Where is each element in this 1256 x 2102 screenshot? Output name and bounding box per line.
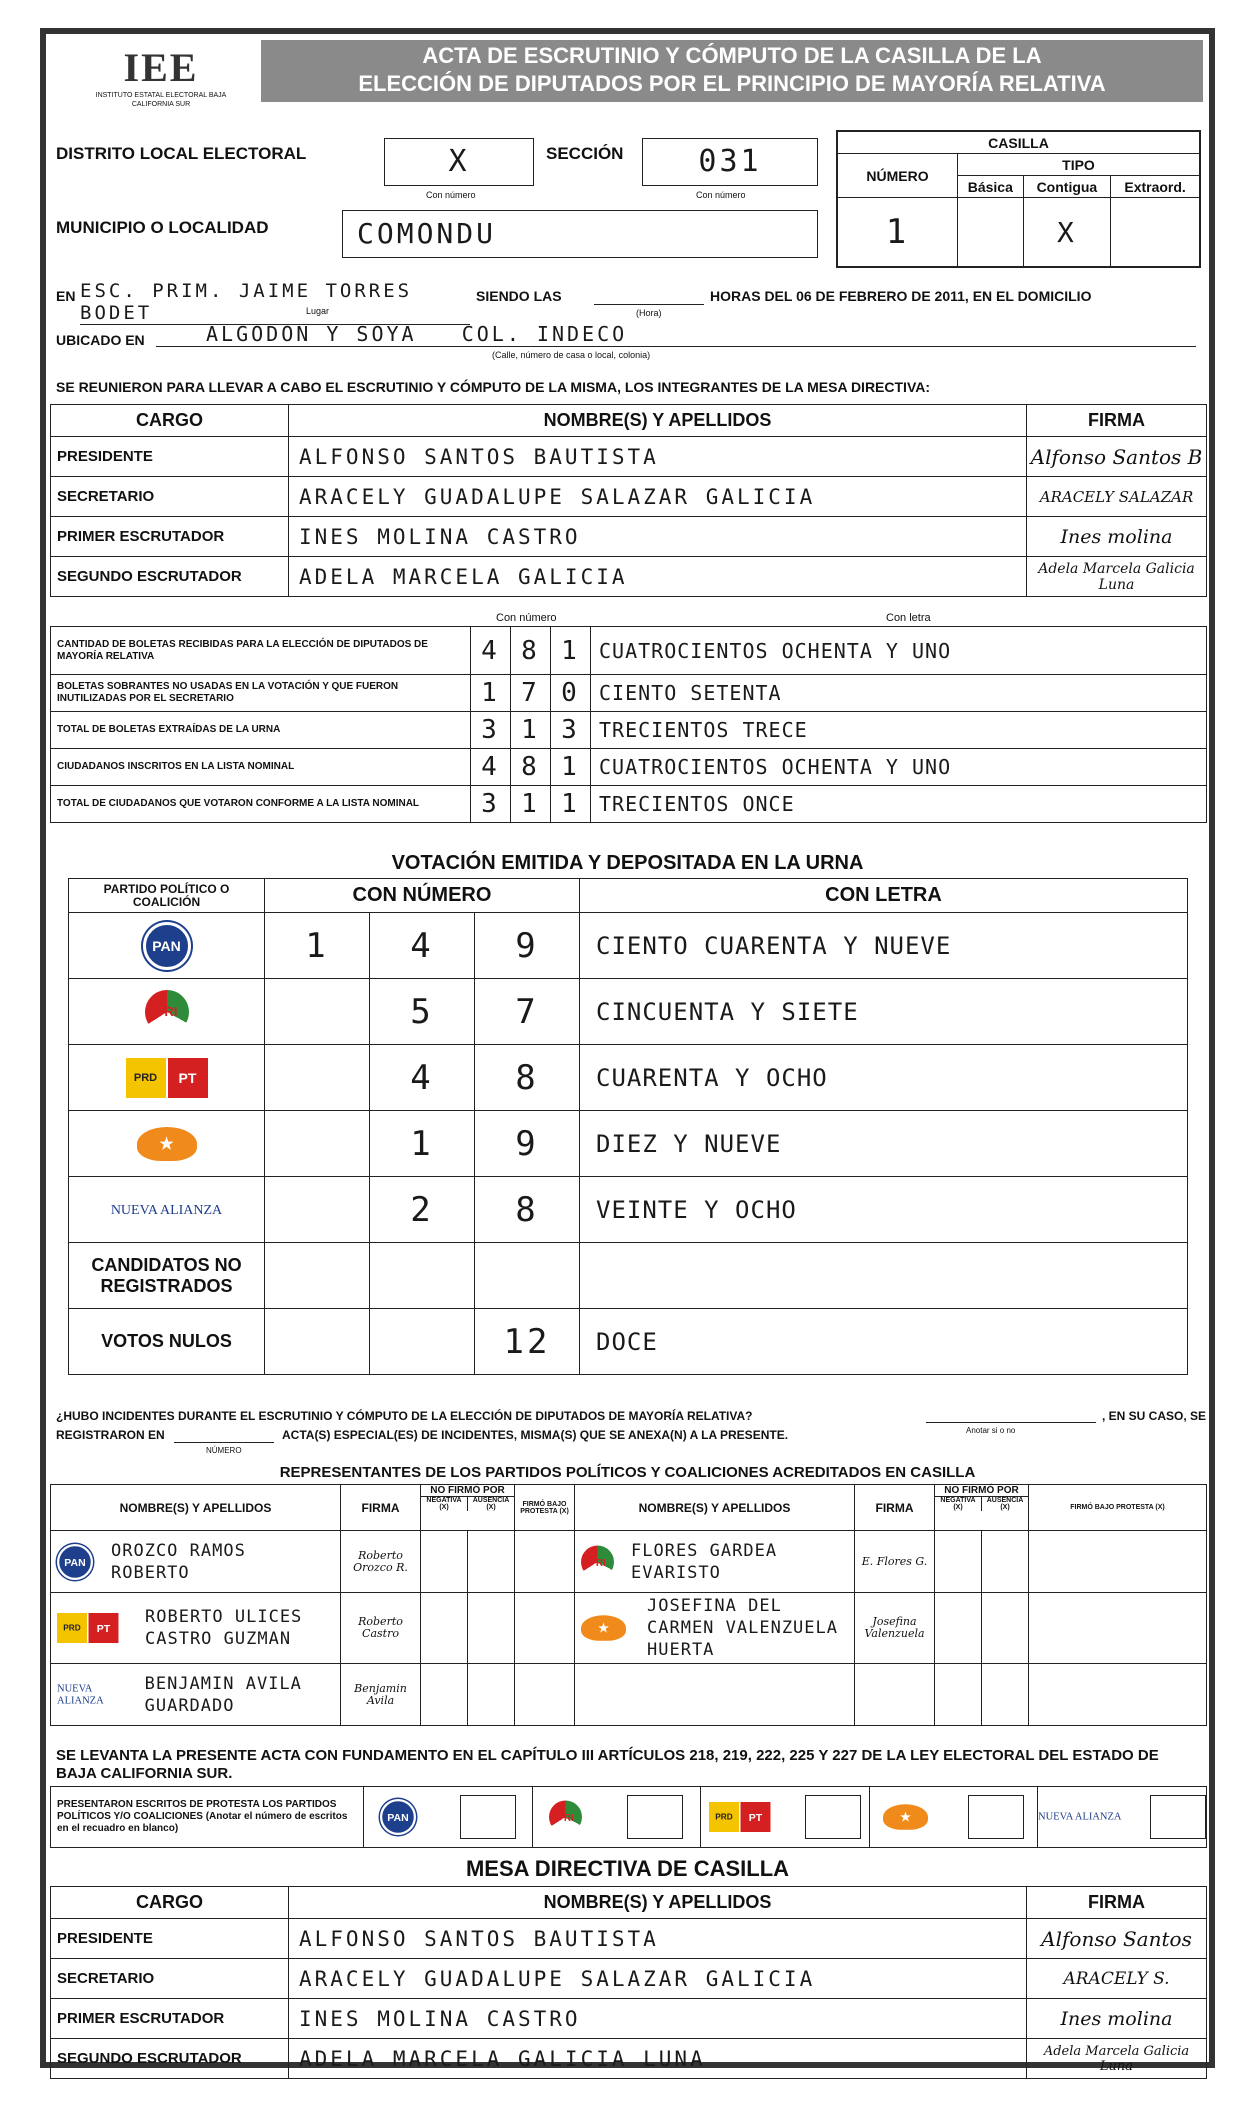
reps-bajo-header-2: FIRMÓ BAJO PROTESTA (X) bbox=[1029, 1485, 1207, 1531]
casilla-basica-cell[interactable] bbox=[958, 198, 1024, 267]
protest-row bbox=[50, 1786, 1207, 1848]
counts-table bbox=[50, 626, 1207, 823]
mesa-nombre[interactable]: ADELA MARCELA GALICIA bbox=[289, 557, 1027, 597]
vote-digit[interactable]: 8 bbox=[475, 1045, 580, 1111]
mesa-table bbox=[50, 404, 1207, 597]
prd-logo-icon: PRD bbox=[709, 1802, 739, 1832]
vote-digit[interactable] bbox=[265, 1045, 370, 1111]
rep-no-firmo-split bbox=[935, 1593, 1028, 1663]
rep-entry bbox=[57, 1538, 334, 1586]
hora-hint: (Hora) bbox=[636, 308, 662, 318]
protest-count-box[interactable] bbox=[968, 1795, 1024, 1839]
district-sub: Con número bbox=[426, 190, 476, 200]
iee-logo-text: IEE bbox=[123, 45, 199, 90]
party-logo bbox=[883, 1804, 928, 1830]
protest-party-cell bbox=[869, 1787, 1038, 1847]
count-digit[interactable]: 3 bbox=[471, 712, 511, 749]
legal-text: SE LEVANTA LA PRESENTE ACTA CON FUNDAMENTO EN EL CAPÍTULO III ARTÍCULOS 218, 219, 222, 225 Y 227 DE LA LEY ELECTORAL DEL ESTADO DE BAJA CALIFORNIA SUR. bbox=[56, 1747, 1159, 1782]
reps-ausencia-label: AUSENCIA (X) bbox=[472, 1497, 510, 1511]
party-logo bbox=[709, 1802, 771, 1832]
ubicado-label: UBICADO EN bbox=[56, 332, 145, 348]
count-digit[interactable]: 1 bbox=[511, 786, 551, 823]
rep-firma[interactable] bbox=[855, 1664, 935, 1726]
vote-digit[interactable] bbox=[265, 1309, 370, 1375]
reps-firma-header-2: FIRMA bbox=[855, 1485, 935, 1531]
vote-digit[interactable] bbox=[265, 1111, 370, 1177]
counts-let-header: Con letra bbox=[886, 612, 931, 624]
count-digit[interactable]: 3 bbox=[551, 712, 591, 749]
rep-negativa-cell[interactable] bbox=[421, 1531, 468, 1592]
mesa-firma[interactable]: Alfonso Santos B bbox=[1027, 437, 1207, 477]
votes-title: VOTACIÓN EMITIDA Y DEPOSITADA EN LA URNA bbox=[391, 852, 864, 874]
count-letra[interactable]: CIENTO SETENTA bbox=[591, 675, 1207, 712]
vote-letra[interactable]: CUARENTA Y OCHO bbox=[580, 1045, 1188, 1111]
count-row bbox=[51, 786, 1207, 823]
pt-logo-icon: PT bbox=[89, 1613, 119, 1643]
mesa2-nombre[interactable]: ADELA MARCELA GALICIA LUNA bbox=[289, 2039, 1027, 2079]
mesa-nombre[interactable]: ALFONSO SANTOS BAUTISTA bbox=[289, 437, 1027, 477]
rep-bajo-protesta[interactable] bbox=[515, 1531, 575, 1593]
votes-table bbox=[68, 878, 1188, 1375]
party-logo bbox=[111, 1203, 222, 1219]
mesa2-firma[interactable]: Ines molina bbox=[1027, 1999, 1207, 2039]
mesa-row bbox=[51, 477, 1207, 517]
vote-party bbox=[69, 913, 265, 979]
vote-digit[interactable]: 9 bbox=[475, 913, 580, 979]
pan-logo-icon: PAN bbox=[57, 1544, 93, 1580]
vote-row bbox=[69, 913, 1188, 979]
rep-no-firmo-split bbox=[935, 1664, 1028, 1725]
rep-name[interactable]: OROZCO RAMOS ROBERTO bbox=[111, 1540, 246, 1583]
count-row bbox=[51, 675, 1207, 712]
vote-digit[interactable] bbox=[475, 1243, 580, 1309]
hora-field[interactable] bbox=[594, 304, 704, 305]
municipality-box[interactable] bbox=[342, 210, 818, 258]
mesa2-row bbox=[51, 1999, 1207, 2039]
vote-digit[interactable]: 2 bbox=[370, 1177, 475, 1243]
count-row bbox=[51, 712, 1207, 749]
protest-party-cell bbox=[700, 1787, 869, 1847]
vote-letra[interactable]: VEINTE Y OCHO bbox=[580, 1177, 1188, 1243]
protest-count-box[interactable] bbox=[1150, 1795, 1206, 1839]
party-logo bbox=[57, 1544, 93, 1580]
casilla-numero-value[interactable]: 1 bbox=[838, 198, 958, 267]
title-band bbox=[261, 40, 1203, 102]
casilla-contigua-mark[interactable]: X bbox=[1023, 198, 1111, 267]
vote-row bbox=[69, 1309, 1188, 1375]
rep-entry bbox=[57, 1673, 334, 1717]
party-logo bbox=[126, 1058, 208, 1098]
mesa2-cargo: PRESIDENTE bbox=[51, 1919, 289, 1959]
rep-entry bbox=[57, 1606, 334, 1650]
lugar-hint: Lugar bbox=[306, 306, 330, 316]
protest-party-cell bbox=[1037, 1787, 1206, 1847]
rep-bajo-protesta[interactable] bbox=[1029, 1531, 1207, 1593]
votes-body bbox=[69, 913, 1188, 1375]
district-box[interactable] bbox=[384, 138, 534, 186]
mesa2-row bbox=[51, 1919, 1207, 1959]
vote-party bbox=[69, 1309, 265, 1375]
rep-ausencia-cell[interactable] bbox=[468, 1531, 514, 1592]
mesa2-nombre[interactable]: INES MOLINA CASTRO bbox=[289, 1999, 1027, 2039]
party-logo bbox=[57, 1683, 118, 1707]
reps-ausencia-label-2: AUSENCIA (X) bbox=[986, 1497, 1024, 1511]
vote-digit[interactable]: 7 bbox=[475, 979, 580, 1045]
party-logo bbox=[581, 1615, 626, 1641]
vote-letra[interactable]: DIEZ Y NUEVE bbox=[580, 1111, 1188, 1177]
convergencia-logo-icon: ★ bbox=[581, 1615, 626, 1641]
district-label: DISTRITO LOCAL ELECTORAL bbox=[56, 144, 307, 163]
count-digit[interactable]: 1 bbox=[471, 675, 511, 712]
rep-bajo-protesta[interactable] bbox=[515, 1664, 575, 1726]
mesa-cargo: PRIMER ESCRUTADOR bbox=[51, 517, 289, 557]
mesa-nombre[interactable]: INES MOLINA CASTRO bbox=[289, 517, 1027, 557]
mesa-firma[interactable]: Ines molina bbox=[1027, 517, 1207, 557]
rep-no-firmo-split bbox=[421, 1531, 514, 1592]
protest-count-box[interactable] bbox=[460, 1795, 516, 1839]
count-digit[interactable]: 0 bbox=[551, 675, 591, 712]
count-digit[interactable]: 1 bbox=[511, 712, 551, 749]
meeting-text: SE REUNIERON PARA LLEVAR A CABO EL ESCRUTINIO Y CÓMPUTO DE LA MISMA, LOS INTEGRANTES DE LA MESA DIRECTIVA: bbox=[56, 379, 931, 395]
rep-name-cell bbox=[51, 1664, 341, 1726]
count-digit[interactable]: 8 bbox=[511, 627, 551, 675]
title-line1: ACTA DE ESCRUTINIO Y CÓMPUTO DE LA CASILLA DE LA bbox=[422, 43, 1042, 68]
party-logo bbox=[145, 990, 189, 1034]
mesa-cargo: SEGUNDO ESCRUTADOR bbox=[51, 557, 289, 597]
vote-party-label: CANDIDATOS NO REGISTRADOS bbox=[91, 1254, 242, 1296]
casilla-tipo-label: TIPO bbox=[958, 154, 1200, 176]
casilla-numero-label: NÚMERO bbox=[838, 154, 958, 198]
vote-digit[interactable]: 9 bbox=[475, 1111, 580, 1177]
rep-negativa-cell[interactable] bbox=[935, 1531, 982, 1592]
institute-name: INSTITUTO ESTATAL ELECTORAL BAJA CALIFORNIA SUR bbox=[95, 92, 227, 108]
vote-party bbox=[69, 1177, 265, 1243]
protest-party-cell bbox=[363, 1787, 532, 1847]
rep-no-firmo[interactable] bbox=[935, 1593, 1029, 1664]
pt-logo-icon: PT bbox=[740, 1802, 770, 1832]
pan-logo-icon: PAN bbox=[143, 922, 191, 970]
nueva-alianza-logo-icon: NUEVA ALIANZA bbox=[57, 1682, 104, 1706]
protest-cells bbox=[363, 1787, 1206, 1847]
count-letra[interactable]: TRECIENTOS TRECE bbox=[591, 712, 1207, 749]
reps-firma-header: FIRMA bbox=[341, 1485, 421, 1531]
rep-negativa-cell[interactable] bbox=[935, 1664, 982, 1725]
prd-logo-icon: PRD bbox=[57, 1613, 87, 1643]
mesa-row bbox=[51, 437, 1207, 477]
vote-digit[interactable] bbox=[265, 1243, 370, 1309]
municipality-value: COMONDU bbox=[357, 217, 497, 250]
incidents-count-field[interactable] bbox=[174, 1442, 274, 1443]
incidents-answer-field[interactable] bbox=[926, 1422, 1096, 1423]
vote-digit[interactable]: 1 bbox=[265, 913, 370, 979]
vote-digit[interactable] bbox=[370, 1243, 475, 1309]
party-logo bbox=[549, 1801, 582, 1834]
vote-party bbox=[69, 1045, 265, 1111]
incidents-line1: ¿HUBO INCIDENTES DURANTE EL ESCRUTINIO Y CÓMPUTO DE LA ELECCIÓN DE DIPUTADOS DE MAYORÍA RELATIVA? bbox=[56, 1409, 753, 1423]
section-value: 031 bbox=[698, 144, 762, 179]
rep-bajo-protesta[interactable] bbox=[515, 1593, 575, 1664]
count-label: CANTIDAD DE BOLETAS RECIBIDAS PARA LA ELECCIÓN DE DIPUTADOS DE MAYORÍA RELATIVA bbox=[51, 627, 471, 675]
mesa-firma-header: FIRMA bbox=[1027, 405, 1207, 437]
count-digit[interactable]: 4 bbox=[471, 627, 511, 675]
incidents-line1b: , EN SU CASO, SE bbox=[1102, 1409, 1207, 1423]
pri-logo-icon: PRI bbox=[581, 1545, 614, 1578]
vote-digit[interactable] bbox=[265, 979, 370, 1045]
reps-row bbox=[51, 1531, 1207, 1593]
mesa-cargo-header: CARGO bbox=[51, 405, 289, 437]
rep-firma[interactable]: Roberto Orozco R. bbox=[341, 1531, 421, 1593]
reps-nombre-header: NOMBRE(S) Y APELLIDOS bbox=[51, 1485, 341, 1531]
protest-count-box[interactable] bbox=[805, 1795, 861, 1839]
count-label: TOTAL DE BOLETAS EXTRAÍDAS DE LA URNA bbox=[51, 712, 471, 749]
pt-logo-icon: PT bbox=[168, 1058, 208, 1098]
mesa-cargo: SECRETARIO bbox=[51, 477, 289, 517]
rep-name[interactable]: JOSEFINA DEL CARMEN VALENZUELA HUERTA bbox=[647, 1596, 838, 1660]
mesa-firma[interactable]: ARACELY SALAZAR bbox=[1027, 477, 1207, 517]
mesa-firma[interactable]: Adela Marcela Galicia Luna bbox=[1027, 557, 1207, 597]
count-digit[interactable]: 1 bbox=[551, 627, 591, 675]
party-logo bbox=[380, 1799, 416, 1835]
mesa2-row bbox=[51, 1959, 1207, 1999]
nueva-alianza-logo-icon: NUEVA ALIANZA bbox=[110, 1202, 223, 1218]
counts-num-header: Con número bbox=[496, 612, 557, 624]
mesa2-nombre-header: NOMBRE(S) Y APELLIDOS bbox=[289, 1887, 1027, 1919]
mesa2-firma[interactable]: Adela Marcela Galicia Luna bbox=[1027, 2039, 1207, 2079]
count-label: BOLETAS SOBRANTES NO USADAS EN LA VOTACIÓN Y QUE FUERON INUTILIZADAS POR EL SECRETARIO bbox=[51, 675, 471, 712]
rep-ausencia-cell[interactable] bbox=[982, 1593, 1028, 1663]
mesa2-cargo: SECRETARIO bbox=[51, 1959, 289, 1999]
mesa-nombre[interactable]: ARACELY GUADALUPE SALAZAR GALICIA bbox=[289, 477, 1027, 517]
rep-entry bbox=[581, 1540, 848, 1584]
count-digit[interactable]: 4 bbox=[471, 749, 511, 786]
vote-party-label: VOTOS NULOS bbox=[101, 1331, 232, 1351]
rep-firma[interactable]: Roberto Castro bbox=[341, 1593, 421, 1664]
mesa2-firma[interactable]: ARACELY S. bbox=[1027, 1959, 1207, 1999]
rep-name-cell bbox=[575, 1593, 855, 1664]
reps-title: REPRESENTANTES DE LOS PARTIDOS POLÍTICOS Y COALICIONES ACREDITADOS EN CASILLA bbox=[279, 1464, 976, 1481]
vote-letra[interactable]: CINCUENTA Y SIETE bbox=[580, 979, 1188, 1045]
rep-firma[interactable]: Josefina Valenzuela bbox=[855, 1593, 935, 1664]
vote-digit[interactable]: 4 bbox=[370, 1045, 475, 1111]
party-logo bbox=[581, 1545, 614, 1578]
incidents-anotar: Anotar si o no bbox=[966, 1426, 1016, 1435]
vote-letra[interactable]: CIENTO CUARENTA Y NUEVE bbox=[580, 913, 1188, 979]
nueva-alianza-logo-icon: NUEVA ALIANZA bbox=[1038, 1811, 1122, 1823]
rep-no-firmo-split bbox=[421, 1593, 514, 1663]
count-digit[interactable]: 1 bbox=[551, 786, 591, 823]
rep-negativa-cell[interactable] bbox=[421, 1664, 468, 1725]
rep-ausencia-cell[interactable] bbox=[468, 1593, 514, 1663]
mesa2-firma-header: FIRMA bbox=[1027, 1887, 1207, 1919]
reps-no-firmo-header-2 bbox=[935, 1485, 1029, 1531]
pri-logo-icon: PRI bbox=[549, 1801, 582, 1834]
iee-logo bbox=[86, 44, 236, 124]
rep-entry bbox=[581, 1595, 848, 1661]
count-digit[interactable]: 7 bbox=[511, 675, 551, 712]
count-letra[interactable]: TRECIENTOS ONCE bbox=[591, 786, 1207, 823]
rep-negativa-cell[interactable] bbox=[935, 1593, 982, 1663]
reps-row bbox=[51, 1593, 1207, 1664]
rep-ausencia-cell[interactable] bbox=[468, 1664, 514, 1725]
mesa-cargo: PRESIDENTE bbox=[51, 437, 289, 477]
rep-negativa-cell[interactable] bbox=[421, 1593, 468, 1663]
rep-name-cell bbox=[575, 1531, 855, 1593]
reps-no-firmo-header bbox=[421, 1485, 515, 1531]
acta-sheet bbox=[40, 28, 1215, 2074]
count-label: CIUDADANOS INSCRITOS EN LA LISTA NOMINAL bbox=[51, 749, 471, 786]
count-letra[interactable]: CUATROCIENTOS OCHENTA Y UNO bbox=[591, 627, 1207, 675]
mesa2-table bbox=[50, 1886, 1207, 2079]
address-value[interactable]: ALGODON Y SOYA COL. INDECO bbox=[156, 322, 1196, 347]
mesa2-firma[interactable]: Alfonso Santos bbox=[1027, 1919, 1207, 1959]
mesa2-nombre[interactable]: ALFONSO SANTOS BAUTISTA bbox=[289, 1919, 1027, 1959]
reps-bajo-header: FIRMÓ BAJO PROTESTA (X) bbox=[515, 1485, 575, 1531]
rep-no-firmo-split bbox=[935, 1531, 1028, 1592]
reps-table bbox=[50, 1484, 1207, 1726]
vote-row bbox=[69, 1111, 1188, 1177]
party-logo bbox=[143, 922, 191, 970]
vote-party bbox=[69, 1111, 265, 1177]
vote-row bbox=[69, 1045, 1188, 1111]
protest-party-cell bbox=[532, 1787, 701, 1847]
incidents-numero: NÚMERO bbox=[206, 1446, 242, 1455]
rep-firma[interactable]: Benjamin Avila bbox=[341, 1664, 421, 1726]
rep-name-cell bbox=[51, 1593, 341, 1664]
horas-text: HORAS DEL 06 DE FEBRERO DE 2011, EN EL DOMICILIO bbox=[710, 288, 1092, 304]
vote-party bbox=[69, 979, 265, 1045]
address-hint: (Calle, número de casa o local, colonia) bbox=[492, 350, 651, 360]
pan-logo-icon: PAN bbox=[380, 1799, 416, 1835]
rep-no-firmo[interactable] bbox=[935, 1531, 1029, 1593]
rep-name-cell bbox=[575, 1664, 855, 1726]
pri-logo-icon: PRI bbox=[145, 990, 189, 1034]
rep-bajo-protesta[interactable] bbox=[1029, 1664, 1207, 1726]
mesa2-cargo-header: CARGO bbox=[51, 1887, 289, 1919]
vote-digit[interactable]: 12 bbox=[475, 1309, 580, 1375]
mesa2-title: MESA DIRECTIVA DE CASILLA bbox=[465, 1856, 790, 1881]
protest-text: PRESENTARON ESCRITOS DE PROTESTA LOS PARTIDOS POLÍTICOS Y/O COALICIONES (Anotar el número de escritos en el recuadro en blanco) bbox=[57, 1799, 348, 1834]
mesa2-cargo: SEGUNDO ESCRUTADOR bbox=[51, 2039, 289, 2079]
reps-body bbox=[51, 1531, 1207, 1726]
title-line2: ELECCIÓN DE DIPUTADOS POR EL PRINCIPIO DE MAYORÍA RELATIVA bbox=[358, 71, 1106, 96]
reps-nombre-header-2: NOMBRE(S) Y APELLIDOS bbox=[575, 1485, 855, 1531]
rep-bajo-protesta[interactable] bbox=[1029, 1593, 1207, 1664]
mesa-row bbox=[51, 517, 1207, 557]
place-value[interactable]: ESC. PRIM. JAIME TORRES BODET bbox=[80, 280, 470, 325]
section-sub: Con número bbox=[696, 190, 746, 200]
count-digit[interactable]: 8 bbox=[511, 749, 551, 786]
reps-row bbox=[51, 1664, 1207, 1726]
vote-digit[interactable]: 1 bbox=[370, 1111, 475, 1177]
rep-name-cell bbox=[51, 1531, 341, 1593]
rep-no-firmo[interactable] bbox=[421, 1531, 515, 1593]
rep-no-firmo[interactable] bbox=[421, 1593, 515, 1664]
party-logo bbox=[57, 1613, 119, 1643]
convergencia-logo-icon: ★ bbox=[137, 1127, 197, 1161]
count-digit[interactable]: 3 bbox=[471, 786, 511, 823]
casilla-title: CASILLA bbox=[838, 132, 1200, 154]
mesa-row bbox=[51, 557, 1207, 597]
incidents-line2b: ACTA(S) ESPECIAL(ES) DE INCIDENTES, MISMA(S) QUE SE ANEXA(N) A LA PRESENTE. bbox=[282, 1428, 789, 1442]
prd-logo-icon: PRD bbox=[126, 1058, 166, 1098]
rep-no-firmo-split bbox=[421, 1664, 514, 1725]
count-row bbox=[51, 749, 1207, 786]
rep-name[interactable]: FLORES GARDEA EVARISTO bbox=[631, 1540, 778, 1583]
party-logo bbox=[137, 1127, 197, 1161]
district-value: X bbox=[448, 144, 470, 179]
siendo-label: SIENDO LAS bbox=[476, 288, 562, 304]
vote-row bbox=[69, 1177, 1188, 1243]
rep-firma[interactable]: E. Flores G. bbox=[855, 1531, 935, 1593]
protest-count-box[interactable] bbox=[627, 1795, 683, 1839]
vote-digit[interactable] bbox=[265, 1177, 370, 1243]
votes-let-header: CON LETRA bbox=[580, 879, 1188, 913]
rep-name[interactable]: ROBERTO ULICES CASTRO GUZMAN bbox=[145, 1607, 303, 1649]
party-logo bbox=[1038, 1811, 1122, 1823]
casilla-extraord-cell[interactable] bbox=[1111, 198, 1200, 267]
mesa2-nombre[interactable]: ARACELY GUADALUPE SALAZAR GALICIA bbox=[289, 1959, 1027, 1999]
mesa-nombre-header: NOMBRE(S) Y APELLIDOS bbox=[289, 405, 1027, 437]
reps-negativa-label: NEGATIVA (X) bbox=[421, 1497, 468, 1511]
casilla-extraord-label: Extraord. bbox=[1111, 176, 1200, 198]
rep-ausencia-cell[interactable] bbox=[982, 1531, 1028, 1592]
vote-letra[interactable]: DOCE bbox=[580, 1309, 1188, 1375]
vote-digit[interactable] bbox=[370, 1309, 475, 1375]
convergencia-logo-icon: ★ bbox=[883, 1804, 928, 1830]
votes-num-header: CON NÚMERO bbox=[265, 879, 580, 913]
vote-party bbox=[69, 1243, 265, 1309]
casilla-box bbox=[836, 130, 1201, 268]
count-row bbox=[51, 627, 1207, 675]
counts-body bbox=[51, 627, 1207, 823]
municipality-label: MUNICIPIO O LOCALIDAD bbox=[56, 218, 269, 237]
count-letra[interactable]: CUATROCIENTOS OCHENTA Y UNO bbox=[591, 749, 1207, 786]
count-digit[interactable]: 1 bbox=[551, 749, 591, 786]
vote-digit[interactable]: 5 bbox=[370, 979, 475, 1045]
reps-negativa-label-2: NEGATIVA (X) bbox=[935, 1497, 982, 1511]
casilla-contigua-label: Contigua bbox=[1023, 176, 1111, 198]
casilla-table bbox=[837, 131, 1200, 267]
reps-no-firmo-label-2: NO FIRMÓ POR bbox=[935, 1485, 1028, 1497]
rep-no-firmo[interactable] bbox=[421, 1664, 515, 1726]
vote-row bbox=[69, 1243, 1188, 1309]
en-label: EN bbox=[56, 288, 76, 304]
vote-digit[interactable]: 4 bbox=[370, 913, 475, 979]
vote-row bbox=[69, 979, 1188, 1045]
casilla-basica-label: Básica bbox=[958, 176, 1024, 198]
section-label: SECCIÓN bbox=[546, 144, 624, 163]
mesa2-row bbox=[51, 2039, 1207, 2079]
rep-ausencia-cell[interactable] bbox=[982, 1664, 1028, 1725]
reps-no-firmo-label: NO FIRMÓ POR bbox=[421, 1485, 514, 1497]
votes-party-header: PARTIDO POLÍTICO O COALICIÓN bbox=[69, 879, 265, 913]
vote-letra[interactable] bbox=[580, 1243, 1188, 1309]
rep-no-firmo[interactable] bbox=[935, 1664, 1029, 1726]
vote-digit[interactable]: 8 bbox=[475, 1177, 580, 1243]
rep-name[interactable]: BENJAMIN AVILA GUARDADO bbox=[144, 1673, 302, 1716]
count-label: TOTAL DE CIUDADANOS QUE VOTARON CONFORME A LA LISTA NOMINAL bbox=[51, 786, 471, 823]
mesa2-cargo: PRIMER ESCRUTADOR bbox=[51, 1999, 289, 2039]
incidents-line2a: REGISTRARON EN bbox=[56, 1428, 165, 1442]
section-box[interactable] bbox=[642, 138, 818, 186]
